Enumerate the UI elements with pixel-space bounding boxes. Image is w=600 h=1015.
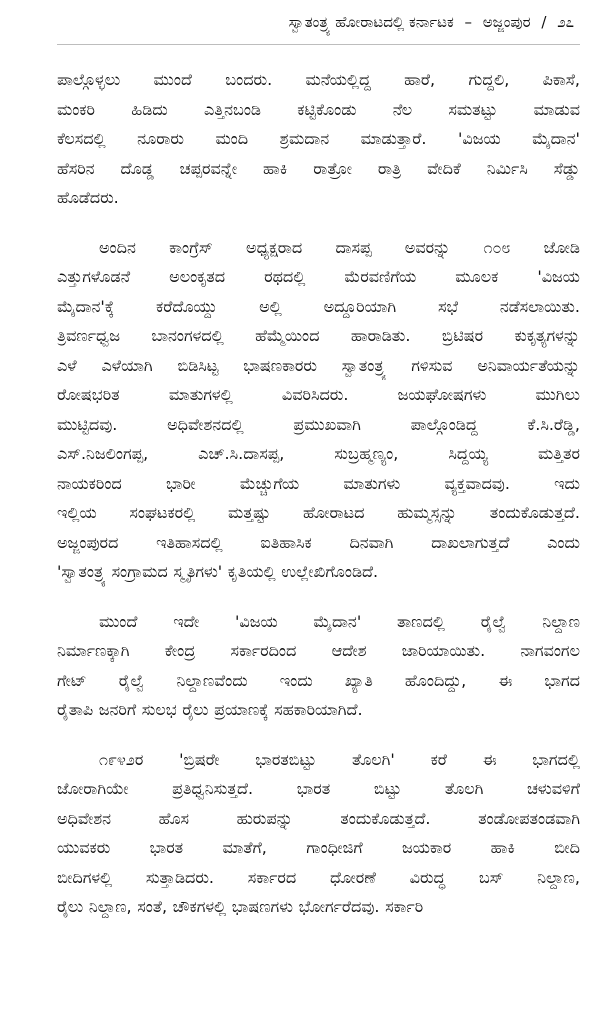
text-line: ನಾಯಕರಿಂದ ಭಾರೀ ಮೆಚ್ಚುಗೆಯ ಮಾತುಗಳು ವ್ಯಕ್ತವಾದವು. ಇದು (57, 473, 580, 493)
text-line: ರೋಷಭರಿತ ಮಾತುಗಳಲ್ಲಿ ವಿವರಿಸಿದರು. ಜಯಘೋಷಗಳು ಮುಗಿಲು (57, 385, 580, 404)
text-line: ಎಸ್.ನಿಜಲಿಂಗಪ್ಪ, ಎಚ್.ಸಿ.ದಾಸಪ್ಪ, ಸುಬ್ರಹ್ಮಣ್ಯಂ, ಸಿದ್ದಯ್ಯ ಮತ್ತಿತರ (57, 444, 580, 463)
text-line: ಬೀದಿಗಳಲ್ಲಿ ಸುತ್ತಾಡಿದರು. ಸರ್ಕಾರದ ಧೋರಣೆ ವಿರುದ್ಧ ಬಸ್ ನಿಲ್ದಾಣ, (57, 867, 580, 887)
text-line: ಪಾಲ್ಗೊಳ್ಳಲು ಮುಂದೆ ಬಂದರು. ಮನೆಯಲ್ಲಿದ್ದ ಹಾರೆ, ಗುದ್ದಲಿ, ಪಿಕಾಸೆ, (57, 70, 580, 89)
text-line: ಮುಟ್ಟಿದವು. ಅಧಿವೇಶನದಲ್ಲಿ ಪ್ರಮುಖವಾಗಿ ಪಾಲ್ಗೊಂಡಿದ್ದ ಕೆ.ಸಿ.ರೆಡ್ಡಿ, (57, 414, 580, 434)
text-line: ತ್ರಿವರ್ಣಧ್ವಜ ಬಾನಂಗಳದಲ್ಲಿ ಹೆಮ್ಮೆಯಿಂದ ಹಾರಾಡಿತು. ಬ್ರಿಟಿಷರ ಕುಕೃತ್ಯಗಳನ್ನು (57, 326, 580, 345)
text-line: ಹೆಸರಿನ ದೊಡ್ಡ ಚಪ್ಪರವನ್ನೇ ಹಾಕಿ ರಾತ್ರೋ ರಾತ್ರಿ ವೇದಿಕೆ ನಿರ್ಮಿಸಿ ಸೆಡ್ಡು (57, 158, 580, 178)
text-line: ಎಳೆ ಎಳೆಯಾಗಿ ಬಿಡಿಸಿಟ್ಟ ಭಾಷಣಕಾರರು ಸ್ವಾತಂತ್ರ್ಯ ಗಳಿಸುವ ಅನಿವಾರ್ಯತೆಯನ್ನು (57, 355, 580, 375)
text-line: ಹೊಡೆದರು. (57, 188, 119, 207)
text-line: ಅಜ್ಜಂಪುರದ ಇತಿಹಾಸದಲ್ಲಿ ಐತಿಹಾಸಿಕ ದಿನವಾಗಿ ದಾಖಲಾಗುತ್ತದೆ ಎಂದು (57, 532, 580, 552)
paragraph (57, 233, 580, 587)
text-line: ಗೇಟ್ ರೈಲ್ವೆ ನಿಲ್ದಾಣವೆಂದು ಇಂದು ಖ್ಯಾತಿ ಹೊಂದಿದ್ದು, ಈ ಭಾಗದ (57, 670, 580, 690)
text-line: ಇಲ್ಲಿಯ ಸಂಘಟಕರಲ್ಲಿ ಮತ್ತಷ್ಟು ಹೋರಾಟದ ಹುಮ್ಮಸ್ಸನ್ನು ತಂದುಕೊಡುತ್ತದೆ. (57, 503, 580, 522)
body-text (57, 65, 580, 922)
text-line: ಜೋರಾಗಿಯೇ ಪ್ರತಿಧ್ವನಿಸುತ್ತದೆ. ಭಾರತ ಬಿಟ್ಟು ತೊಲಗಿ ಚಳುವಳಿಗೆ (57, 779, 580, 798)
text-line: ಮಂಕರಿ ಹಿಡಿದು ಎತ್ತಿನಬಂಡಿ ಕಟ್ಟಿಕೊಂಡು ನೆಲ ಸಮತಟ್ಟು ಮಾಡುವ (57, 99, 580, 119)
text-line: ಅಂದಿನ ಕಾಂಗ್ರೆಸ್ ಅಧ್ಯಕ್ಷರಾದ ದಾಸಪ್ಪ ಅವರನ್ನು ೧೦೮ ಜೋಡಿ (99, 237, 580, 257)
book-title: ಸ್ವಾತಂತ್ರ್ಯ ಹೋರಾಟದಲ್ಲಿ ಕರ್ನಾಟಕ (288, 13, 454, 31)
text-line: ರೈಲು ನಿಲ್ದಾಣ, ಸಂತೆ, ಚೌಕಗಳಲ್ಲಿ ಭಾಷಣಗಳು ಭೋರ್ಗರೆದವು. ಸರ್ಕಾರಿ (57, 897, 424, 916)
text-line: ರೈತಾಪಿ ಜನರಿಗೆ ಸುಲಭ ರೈಲು ಪ್ರಯಾಣಕ್ಕೆ ಸಹಕಾರಿಯಾಗಿದೆ. (57, 700, 363, 719)
text-line: ಕೆಲಸದಲ್ಲಿ ನೂರಾರು ಮಂದಿ ಶ್ರಮದಾನ ಮಾಡುತ್ತಾರೆ. 'ವಿಜಯ ಮೈದಾನ' (57, 129, 580, 148)
running-header (57, 0, 580, 45)
text-line: 'ಸ್ವಾತಂತ್ರ್ಯ ಸಂಗ್ರಾಮದ ಸ್ಮೃತಿಗಳು' ಕೃತಿಯಲ್ಲಿ ಉಲ್ಲೇಖಿಗೊಂಡಿದೆ. (57, 562, 379, 581)
text-line: ಎತ್ತುಗಳೊಡನೆ ಅಲಂಕೃತದ ರಥದಲ್ಲಿ ಮೆರವಣಿಗೆಯ ಮೂಲಕ 'ವಿಜಯ (57, 267, 580, 286)
place-name: ಅಜ್ಜಂಪುರ (482, 13, 531, 31)
text-line: ಅಧಿವೇಶನ ಹೊಸ ಹುರುಪನ್ನು ತಂದುಕೊಡುತ್ತದೆ. ತಂಡೋಪತಂಡವಾಗಿ (57, 808, 580, 828)
paragraph (57, 745, 580, 922)
text-line: ನಿರ್ಮಾಣಕ್ಕಾಗಿ ಕೇಂದ್ರ ಸರ್ಕಾರದಿಂದ ಆದೇಶ ಜಾರಿಯಾಯಿತು. ನಾಗವಂಗಲ (57, 641, 580, 660)
header-dash: – (464, 13, 472, 31)
page-number: ೨೭ (557, 13, 574, 31)
header-slash: / (541, 13, 547, 31)
text-line: ಯುವಕರು ಭಾರತ ಮಾತೆಗೆ, ಗಾಂಧೀಜಿಗೆ ಜಯಕಾರ ಹಾಕಿ ಬೀದಿ (57, 838, 580, 857)
paragraph (57, 607, 580, 725)
paragraph (57, 65, 580, 213)
text-line: ೧೯೪೨ರ 'ಬ್ರಿಷರೇ ಭಾರತಬಿಟ್ಟು ತೊಲಗಿ' ಕರೆ ಈ ಭಾಗದಲ್ಲಿ (99, 749, 580, 769)
text-line: ಮುಂದೆ ಇದೇ 'ವಿಜಯ ಮೈದಾನ' ತಾಣದಲ್ಲಿ ರೈಲ್ವೆ ನಿಲ್ದಾಣ (99, 611, 580, 631)
text-line: ಮೈದಾನ'ಕ್ಕೆ ಕರೆದೊಯ್ದು ಅಲ್ಲಿ ಅದ್ದೂರಿಯಾಗಿ ಸಭೆ ನಡೆಸಲಾಯಿತು. (57, 296, 580, 316)
